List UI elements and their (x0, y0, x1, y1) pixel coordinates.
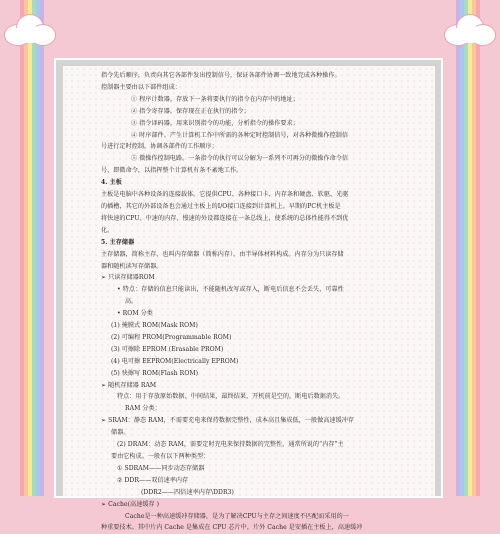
text-line: • 特点：存储的信息只能读出，不能随机改写或存入，断电后信息不会丢失，可靠性 (117, 286, 344, 294)
text-line: ③ 指令译码器。用来识别指令的功能，分析指令的操作要求； (131, 119, 299, 127)
text-line: 4. 主板 (101, 179, 122, 187)
text-line: ① 程序计数器。存放下一条将要执行的指令在内存中的地址； (131, 95, 299, 103)
text-line: 主板是电脑中各种设备的连接载体。它提供CPU、各种接口卡、内存条和硬盘、软驱、光驱 (101, 191, 349, 199)
text-line: ➢ 只读存储器ROM (101, 274, 155, 282)
document-frame (56, 60, 441, 532)
text-line: 5. 主存储器 (101, 238, 135, 246)
text-line: ⑤ 微操作控制电路。一条指令的执行可以分解为一系列不可再分的微操作命令信 (131, 155, 349, 163)
text-line: 主存储器，简称主存，也叫内存储器（简称内存），由半导体材料构成。内存分为只读存储 (101, 250, 344, 258)
text-line: (5) 快擦写 ROM(Flash ROM) (111, 369, 199, 377)
text-line: (1) 掩膜式 ROM(Mask ROM) (111, 322, 198, 330)
document-body (101, 70, 419, 534)
text-line: 指令先后顺序，负责向其它各部件发出控制信号，保证各部件协调一致地完成各种操作。 (101, 72, 341, 79)
text-line: 号进行定时控制，协调各部件的工作顺序； (101, 143, 218, 151)
cloud-icon-right (440, 10, 500, 50)
text-line: ④ 时序部件。产生计算机工作中所需的各种定时控制信号，对各种微操作控制信 (131, 131, 349, 139)
text-line: ① SDRAM——同步动态存储器 (117, 464, 205, 472)
text-line: (3) 可擦除 EPROM (Erasable PROM) (111, 345, 224, 353)
stripe (476, 0, 480, 496)
text-line: RAM 分类： (125, 405, 161, 413)
text-line: ➢ SRAM：静态 RAM，不需要充电来保持数据完整性，成本高且集成低，一般做高速缓冲存 (101, 417, 354, 425)
text-line: 将快速的CPU、中速的内存、慢速的外设都连接在一条总线上，使系统的总体性能得不到优 (101, 214, 349, 222)
text-line: (2) 可编程 PROM(Programmable ROM) (111, 333, 232, 341)
text-line: ➢ Cache(高速缓存 ) (101, 500, 160, 508)
text-line: 高。 (125, 298, 138, 306)
text-line: (4) 电可擦 EEPROM(Electrically EPROM) (111, 357, 239, 365)
text-line: 化。 (101, 226, 114, 234)
text-line: 器和随机读写存储器。 (101, 262, 163, 270)
stripe (40, 0, 44, 496)
text-line: 特点：用于存放原始数据、中间结果、最终结果、开机前是空的，断电后数据消失。 (117, 393, 345, 401)
text-line: 储器。 (111, 429, 130, 437)
text-line: 要由它构成。一般有以下两种类型： (111, 453, 210, 460)
text-line: (DDR2——四倍速率内存\DDR3) (141, 488, 234, 496)
text-line: 控制器主要由以下部件组成： (101, 83, 181, 91)
text-line: ➢ 随机存储器 RAM (101, 381, 157, 389)
text-line: 号，即微命令，以指挥整个计算机有条不紊地工作。 (101, 167, 243, 175)
cloud-icon-left (0, 10, 60, 50)
text-line: (2) DRAM：动态 RAM，需要定时充电来保持数据的完整性，通常所说的“内存”主 (117, 441, 344, 449)
text-line: ② DDR——双倍速率内存 (117, 476, 189, 484)
text-line: • ROM 分类 (117, 310, 153, 318)
text-line: Cache是一种高速缓冲存储器，是为了解决CPU与主存之间速度不匹配而采用的一 (125, 512, 349, 520)
document-page (63, 66, 435, 532)
text-line: 种重要技术。其中片内 Cache 是集成在 CPU 芯片中，片外 Cache 是安插在主板上，高速缓冲 (101, 524, 363, 532)
text-line: 的插槽，其它的外部设备也会通过主板上的I/O接口连接到计算机上。早期的PC机主板是 (101, 202, 341, 210)
text-line: ② 指令寄存器。保存现在正在执行的指令； (131, 107, 250, 115)
